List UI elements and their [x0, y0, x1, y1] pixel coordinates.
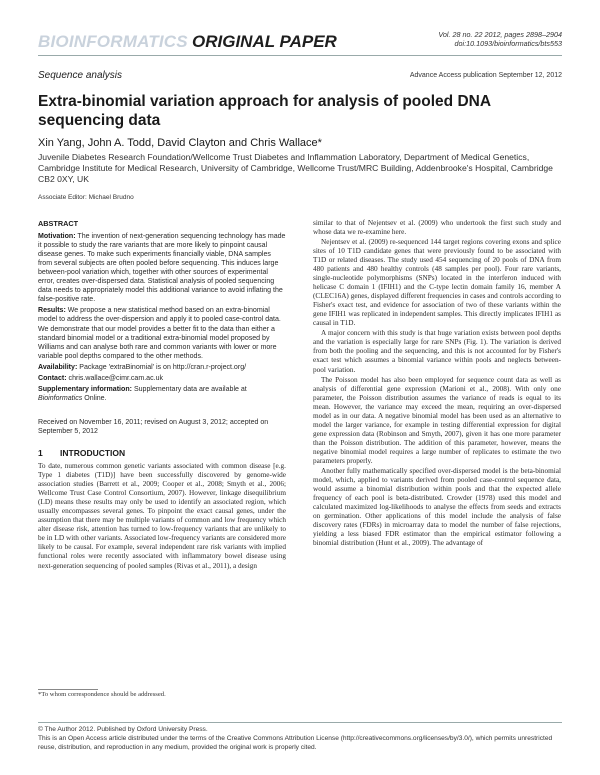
section-label: Sequence analysis — [38, 70, 122, 81]
journal-name: BIOINFORMATICS — [38, 32, 188, 51]
abstract-availability — [38, 363, 286, 372]
right-column-text — [313, 219, 561, 549]
author-affiliation: Juvenile Diabetes Research Foundation/Wellcome Trust Diabetes and Inflammation Laboratory, Department of Medical Genetics, Cambridge Institute for Medical Research, University of Cambridge, Wellcome Trust/MRC Building, Addenbrooke's Hospital, Cambridge CB2 0XY, UK — [38, 152, 553, 184]
paragraph: Nejentsev et al. (2009) re-sequenced 144 target regions covering exons and splice sites of 10 T1D candidate genes that were previously found to be associated with T1D or related diseases. The study used 454 sequencing of 20 pools of DNA from 480 patients and 480 healthy controls (48 samples per pool). Four rare variants, single-nucleotide polymorphisms (SNPs) located in the interferon induced with helicase C domain 1 (IFIH1) and the C-type lectin domain family 16, member A (CLEC16A) genes, displayed different frequencies in cases and controls according to Fisher's exact test, and evidence for association of two of these variants within the gene IFIH1 was replicated in independent samples. This directly implicates IFIH1 as causal in T1D. — [313, 238, 561, 328]
abstract-results — [38, 306, 286, 360]
supplementary-label: Supplementary information: — [38, 385, 132, 393]
volume-pages: Vol. 28 no. 22 2012, pages 2898–2904 — [438, 30, 562, 39]
correspondence-footnote: *To whom correspondence should be addressed. — [38, 691, 166, 698]
abstract-supplementary — [38, 385, 286, 403]
advance-access-note: Advance Access publication September 12, 2012 — [409, 72, 562, 79]
section-number: 1 — [38, 448, 43, 458]
paragraph: The Poisson model has also been employed for sequence count data as well as analysis of differential gene expression (Marioni et al., 2008). With only one parameter, the Poisson distribution assumes the variance of reads is equal to its mean. However, the variance may exceed the mean, requiring an over-dispersed model as in our data. A negative binomial model has been used as an alternative to model the larger variance, for example in testing differential expression for digital gene expression data (Robinson and Smyth, 2007), given it has one more parameter than the Poisson distribution. The addition of this parameter, however, means the negative binomial model requires a large number of replicates to estimate the two parameters properly. — [313, 375, 561, 465]
copyright-line: © The Author 2012. Published by Oxford University Press. — [38, 726, 208, 733]
associate-editor: Associate Editor: Michael Brudno — [38, 194, 134, 201]
section-title: INTRODUCTION — [60, 448, 126, 458]
paragraph: similar to that of Nejentsev et al. (2009) who undertook the first such study and whose data we re-examine here. — [313, 219, 561, 237]
abstract-motivation — [38, 232, 286, 304]
motivation-text: The invention of next-generation sequencing technology has made it possible to study the rare variants that are more likely to pinpoint causal disease genes. To make such experiments financially viable, DNA samples from several subjects are often pooled before sequencing. This induces large between-pool variation which, together with other sources of experimental error, creates over-dispersed data. Statistical analysis of pooled sequencing data needs to appropriately model this additional variance to avoid inflating the false-positive rate. — [38, 233, 286, 304]
doi[interactable]: doi:10.1093/bioinformatics/bts553 — [454, 39, 562, 48]
author-list: Xin Yang, John A. Todd, David Clayton and Chris Wallace* — [38, 137, 322, 149]
volume-info — [438, 30, 562, 48]
availability-label: Availability: — [38, 363, 78, 371]
paragraph: Another fully mathematically specified over-dispersed model is the beta-binomial model, which, applied to variants derived from pooled case-control sequence data, would assume a binomial distribution within pools and that the expected allele frequency of each pool is beta-distributed. Crowder (1978) used this model and calculated maximized log-likelihoods to analyse the effects from seeds and extracts on germination. Other applications of this model include the analysis of false discovery rates (FDRs) in microarray data to model the number of false rejections, yielding a less biased FDR estimator than the empirical estimator following a binomial distribution (Hunt et al., 2009). The advantage of — [313, 466, 561, 548]
availability-text[interactable]: Package 'extraBinomial' is on http://cran.r-project.org/ — [79, 363, 247, 371]
license-text: This is an Open Access article distributed under the terms of the Creative Commons Attribution License (http://creativecommons.org/licenses/by/3.0/), which permits unrestricted reuse, distribution, and reproduction in any medium, provided the original work is properly cited. — [38, 735, 553, 751]
supplementary-text-b: Online. — [84, 394, 107, 402]
paragraph: A major concern with this study is that huge variation exists between pool depths and the variation is especially large for rare SNPs (Fig. 1). The variation is derived from both the pooling and the sequencing, and this is not accounted for by Fisher's exact test which assumes a binomial variance within pools and neglects between-pool variation. — [313, 329, 561, 374]
abstract-heading: ABSTRACT — [38, 219, 79, 228]
abstract — [38, 219, 286, 405]
abstract-contact — [38, 374, 286, 383]
introduction-text: To date, numerous common genetic variants associated with common disease [e.g. Type 1 diabetes (T1D)] have been successfully discovered by genome-wide association studies (Barrett et al., 2009; Cooper et al., 2008; Smyth et al., 2006; Wellcome Trust Case Control Consortium, 2007). However, linkage disequilibrium (LD) means these results may only be used to identify an associated region, which usually encompasses several genes. To pinpoint the exact causal genes, under the assumption that there may be multiple variants of common and low frequency which alter disease risk, attention has turned to low-frequency variants that are unlikely to be in LD with other variants. Associated low-frequency variants are considered more likely to be causal. For example, several independent rare risk variants with implied functional roles were recently associated with inflammatory bowel disease using next-generation sequencing of pooled samples (Rivas et al., 2011), a design — [38, 462, 286, 570]
journal-header — [38, 30, 562, 52]
introduction-heading — [38, 448, 125, 458]
footer-divider — [38, 722, 562, 723]
motivation-label: Motivation: — [38, 233, 76, 241]
supplementary-journal: Bioinformatics — [38, 394, 83, 402]
license-footer — [38, 726, 562, 753]
header-divider — [38, 55, 562, 56]
article-title: Extra-binomial variation approach for analysis of pooled DNA sequencing data — [38, 93, 491, 129]
received-dates: Received on November 16, 2011; revised on August 3, 2012; accepted on September 5, 2012 — [38, 419, 269, 436]
footnote-divider — [38, 689, 98, 690]
results-text: We propose a new statistical method based on an extra-binomial model to address the over-dispersion and apply it to pooled case-control data. We demonstrate that our model provides a better fit to the data than either a standard binomial model or a traditional extra-binomial model proposed by Williams and can analyse both rare and common variants with lower or more variable pool depths compared to the other methods. — [38, 307, 281, 360]
paper-type: ORIGINAL PAPER — [192, 32, 337, 51]
contact-email[interactable]: chris.wallace@cimr.cam.ac.uk — [68, 374, 164, 382]
results-label: Results: — [38, 307, 66, 315]
contact-label: Contact: — [38, 374, 67, 382]
supplementary-text-a: Supplementary data are available at — [133, 385, 247, 393]
